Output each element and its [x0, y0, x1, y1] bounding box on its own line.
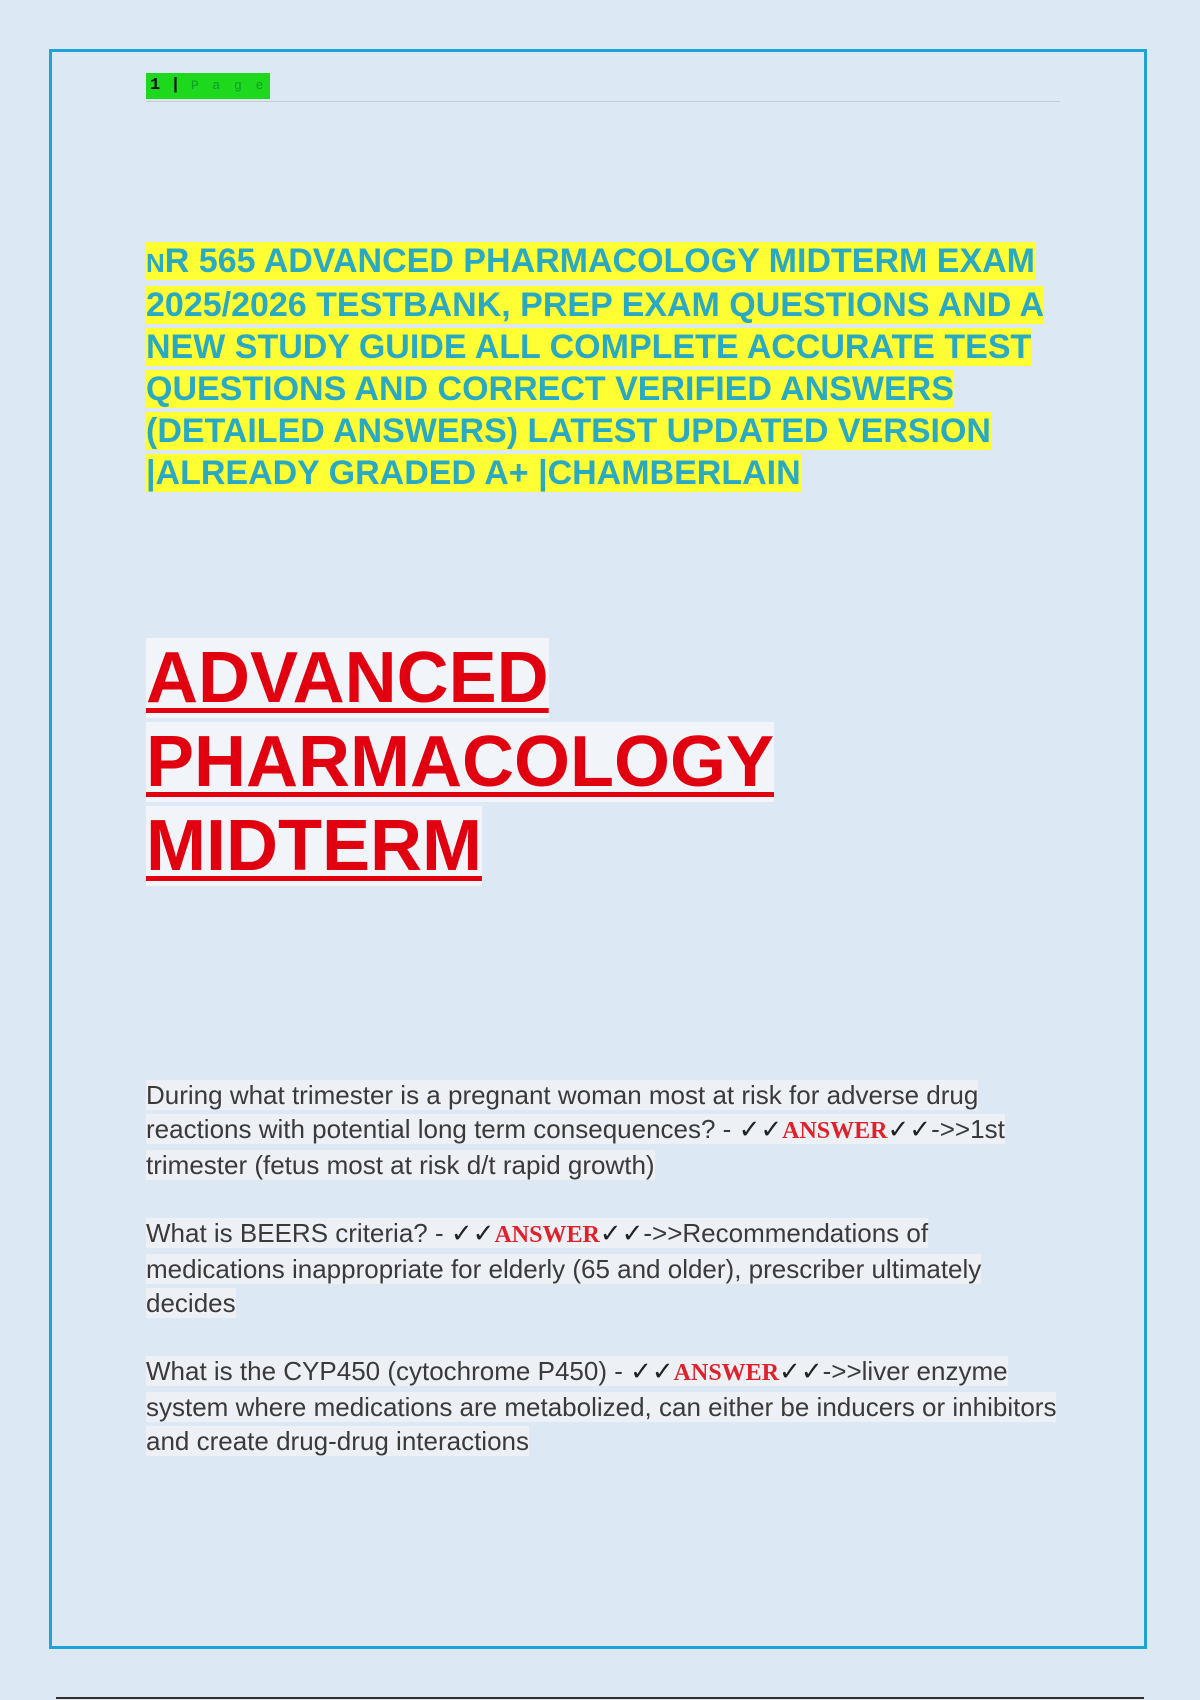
check-icon: ✓✓	[779, 1356, 823, 1386]
answer-tag: ANSWER	[673, 1360, 780, 1386]
qa-item	[146, 1078, 1066, 1182]
qa-answer: ->>Recommendations of medications inappropriate for elderly (65 and older), prescriber ultimately decides	[146, 1218, 982, 1318]
qa-answer: ->>1st trimester (fetus most at risk d/t rapid growth)	[146, 1114, 1005, 1180]
title-text: R 565 ADVANCED PHARMACOLOGY MIDTERM EXAM 2025/2026 TESTBANK, PREP EXAM QUESTIONS AND A NEW STUDY GUIDE ALL COMPLETE ACCURATE TEST QUESTIONS AND CORRECT VERIFIED ANSWERS (DETAILED ANSWERS) LATEST UPDATED VERSION |ALREADY GRADED A+ |CHAMBERLAIN	[146, 242, 1043, 492]
main-heading	[146, 636, 1046, 888]
page-number: 1	[150, 76, 161, 95]
check-icon: ✓✓	[599, 1218, 644, 1248]
answer-tag: ANSWER	[782, 1118, 888, 1144]
title-first-letter: N	[146, 248, 165, 278]
qa-list	[146, 1078, 1066, 1492]
bottom-rule	[56, 1697, 1144, 1699]
qa-question: During what trimester is a pregnant woman most at risk for adverse drug reactions with potential long term consequences? -	[146, 1080, 979, 1144]
qa-question: What is BEERS criteria? -	[146, 1218, 451, 1248]
check-icon: ✓✓	[450, 1218, 495, 1248]
qa-item	[146, 1216, 1066, 1320]
check-icon: ✓✓	[738, 1114, 783, 1144]
page-word: P a g e	[190, 78, 267, 93]
heading-line-2: PHARMACOLOGY	[146, 722, 774, 802]
qa-item	[146, 1354, 1066, 1458]
heading-line-3: MIDTERM	[146, 806, 482, 886]
page-separator: |	[170, 76, 181, 95]
qa-question: What is the CYP450 (cytochrome P450) -	[146, 1356, 631, 1386]
qa-answer: ->>liver enzyme system where medications are metabolized, can either be inducers or inhibitors and create drug-drug interactions	[146, 1356, 1057, 1456]
document-title	[146, 240, 1066, 494]
answer-tag: ANSWER	[494, 1222, 600, 1248]
check-icon: ✓✓	[887, 1114, 932, 1144]
header-divider	[146, 101, 1060, 102]
page-number-badge	[146, 73, 270, 99]
heading-line-1: ADVANCED	[146, 638, 549, 718]
check-icon: ✓✓	[630, 1356, 674, 1386]
